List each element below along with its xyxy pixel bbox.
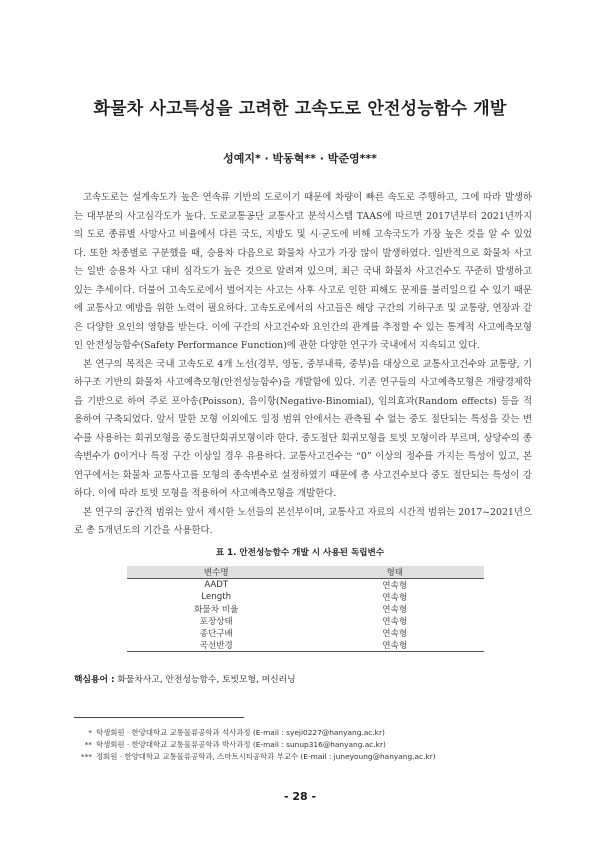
footnote-text: 정회원 · 한양대학교 교통물류공학과, 스마트시티공학과 부교수 (E-mail : juneyoung@hanyang.ac.kr) bbox=[96, 752, 436, 761]
footnote-divider bbox=[74, 717, 244, 718]
table-row bbox=[127, 639, 484, 652]
cell-variable-type: 연속형 bbox=[382, 629, 408, 639]
keywords-label: 핵심용어 : bbox=[74, 675, 115, 685]
page-number: - 28 - bbox=[283, 790, 317, 803]
keywords-text: 화물차사고, 안전성능함수, 토빗모형, 머신러닝 bbox=[117, 675, 296, 685]
cell-variable-type: 연속형 bbox=[382, 605, 408, 615]
footnote bbox=[74, 727, 436, 739]
table-header-row bbox=[127, 566, 484, 579]
footnote bbox=[74, 739, 436, 751]
table-row bbox=[127, 615, 484, 627]
cell-variable-type: 연속형 bbox=[306, 639, 485, 652]
header-variable-name: 변수명 bbox=[127, 566, 306, 579]
keywords bbox=[74, 672, 296, 685]
footnote-mark: *** bbox=[80, 752, 92, 761]
table-row bbox=[127, 603, 484, 615]
table-row bbox=[127, 627, 484, 639]
cell-variable-type: 연속형 bbox=[382, 593, 408, 603]
table-row bbox=[127, 591, 484, 603]
footnotes bbox=[74, 727, 436, 763]
cell-variable-type: 연속형 bbox=[382, 617, 408, 627]
paragraph-3: 본 연구의 공간적 범위는 앞서 제시한 노선들의 본선부이며, 교통사고 자료의 시간적 범위는 2017~2021년으로 총 5개년도의 기간을 사용한다. bbox=[74, 506, 532, 536]
footnote-mark: * bbox=[88, 728, 92, 737]
variables-table bbox=[127, 566, 484, 652]
table-caption: 표 1. 안전성능함수 개발 시 사용된 독립변수 bbox=[215, 548, 385, 558]
paper-title: 화물차 사고특성을 고려한 고속도로 안전성능함수 개발 bbox=[93, 99, 507, 119]
body-text bbox=[74, 189, 532, 541]
cell-variable-name: AADT bbox=[204, 580, 229, 590]
table-row bbox=[127, 579, 484, 592]
paragraph-1: 고속도로는 설계속도가 높은 연속류 기반의 도로이기 때문에 차량이 빠른 속도로 주행하고, 그에 따라 발생하는 대부분의 사고심각도가 높다. 도로교통공단 교통사고 분석시스템 TAAS에 따르면 2017년부터 2021년까지의 도로 종류별 사망사고 비율에서 다른 국도, 지방도 및 시·군도에 비해 고속국도가 가장 높은 것을 알 수 있었다. 또한 차종별로 구분했을 때, 승용차 다음으로 화물차 사고가 가장 많이 발생하였다. 일반적으로 화물차 사고는 일반 승용차 사고 대비 심각도가 높은 것으로 알려져 있으며, 최근 국내 화물차 사고건수도 꾸준히 발생하고 있는 추세이다. 더불어 고속도로에서 벌어지는 사고는 사후 사고로 인한 피해도 문제를 불러일으킬 수 있기 때문에 교통사고 예방을 위한 노력이 필요하다. 고속도로에서의 사고들은 해당 구간의 기하구조 및 교통량, 연장과 같은 다양한 요인의 영향을 받는다. 이에 구간의 사고건수와 요인간의 관계를 추정할 수 있는 통계적 사고예측모형인 안전성능함수(Safety Performance Function)에 관한 다양한 연구가 국내에서 지속되고 있다. bbox=[74, 192, 532, 351]
footnote-text: 학생회원 · 한양대학교 교통물류공학과 석사과정 (E-mail : syeji0227@hanyang.ac.kr) bbox=[96, 728, 385, 737]
footnote bbox=[74, 751, 436, 763]
footnote-text: 학생회원 · 한양대학교 교통물류공학과 박사과정 (E-mail : sunup316@hanyang.ac.kr) bbox=[96, 740, 386, 749]
cell-variable-name: 종단구배 bbox=[199, 629, 233, 639]
cell-variable-type: 연속형 bbox=[382, 581, 408, 591]
cell-variable-name: 포장상태 bbox=[199, 617, 233, 627]
paragraph-2: 본 연구의 목적은 국내 고속도로 4개 노선(경부, 영동, 중부내륙, 중부)을 대상으로 교통사고건수와 교통량, 기하구조 기반의 화물차 사고예측모형(안전성능함수)을 개발함에 있다. 기존 연구들의 사고예측모형은 개량경제학을 기반으로 하여 주로 포아송(Poisson), 음이항(Negative-Binomial), 임의효과(Random effects) 등을 적용하여 구축되었다. 앞서 말한 모형 이외에도 일정 범위 안에서는 관측될 수 없는 중도 절단되는 특성을 갖는 변수를 사용하는 회귀모형을 중도절단회귀모형이라 한다. 중도절단 회귀모형을 토빗 모형이라 부르며, 상당수의 종속변수가 0이거나 특정 구간 이상일 경우 유용하다. 교통사고건수는 “0” 이상의 정수를 가지는 특성이 있고, 본 연구에서는 화물차 교통사고를 모형의 종속변수로 설정하였기 때문에 총 사고건수보다 중도 절단되는 특성이 강하다. 이에 따라 토빗 모형을 적용하여 사고예측모형을 개발한다. bbox=[74, 358, 532, 499]
author-list: 성예지* · 박동혁** · 박준영*** bbox=[223, 152, 377, 165]
header-variable-type: 형태 bbox=[306, 566, 485, 579]
cell-variable-name: Length bbox=[201, 592, 232, 602]
cell-variable-name: 곡선반경 bbox=[127, 639, 306, 652]
cell-variable-name: 화물차 비율 bbox=[194, 605, 239, 615]
footnote-mark: ** bbox=[84, 740, 92, 749]
